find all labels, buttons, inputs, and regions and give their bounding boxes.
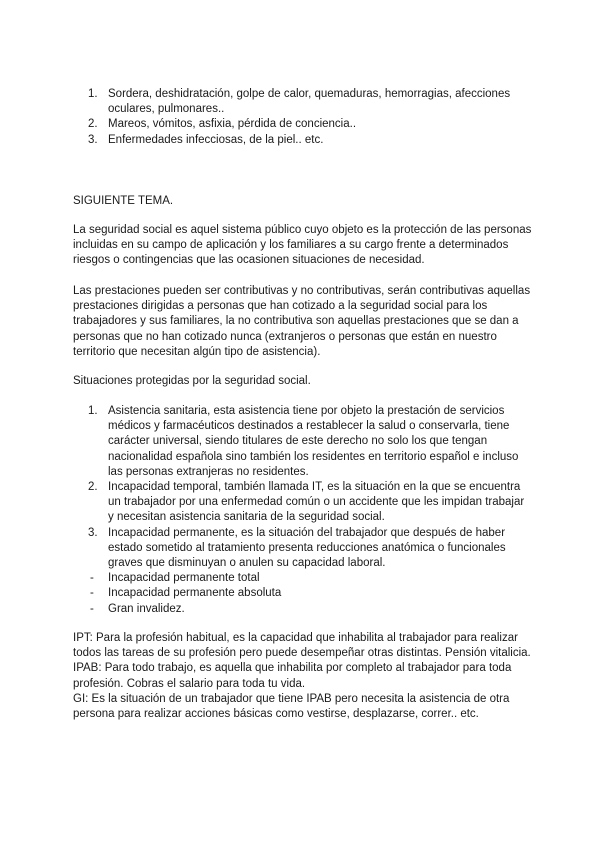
dash-item	[73, 571, 533, 586]
paragraph-prestaciones	[73, 284, 533, 360]
dash-mark: -	[90, 602, 94, 615]
list-item-text: Incapacidad permanente, es la situación del trabajador que después de haber estado sometido al tratamiento presenta reducciones anatómica o funcionales graves que disminuyan o anulen su capacidad laboral.	[108, 526, 506, 570]
list-item-text: Asistencia sanitaria, esta asistencia tiene por objeto la prestación de servicios médicos y farmacéuticos destinados a restablecer la salud o conservarla, tiene carácter universal, siendo titulares de este derecho no solo los que tengan nacionalidad española sino también los residentes en territorio español e incluso las personas extranjeras no residentes.	[108, 405, 519, 478]
list-number: 3.	[88, 133, 98, 146]
list-item	[73, 87, 533, 117]
dash-item-text: Gran invalidez.	[108, 602, 185, 615]
list-item	[73, 480, 533, 526]
paragraph-text: La seguridad social es aquel sistema público cuyo objeto es la protección de las personas incluidas en su campo de aplicación y los familiares a su cargo frente a determinados riesgos o contingencias que las ocasionen situaciones de necesidad.	[73, 224, 532, 267]
dash-item	[73, 602, 533, 617]
list-item-text: Enfermedades infecciosas, de la piel.. etc.	[108, 133, 324, 146]
definition-ipab: IPAB: Para todo trabajo, es aquella que inhabilita por completo al trabajador para toda profesión. Cobras el salario para toda tu vida.	[73, 662, 512, 690]
dash-item-text: Incapacidad permanente total	[108, 572, 260, 585]
section-heading: SIGUIENTE TEMA.	[73, 195, 174, 207]
paragraph-text: Las prestaciones pueden ser contributivas y no contributivas, serán contributivas aquellas prestaciones dirigidas a personas que han cotizado a la seguridad social para los trabajadores y sus familiares, la no contributiva son aquellas prestaciones que se dan a personas que no han cotizado nunca (extranjeros o personas que están en nuestro territorio que necesitan algún tipo de asistencia).	[73, 285, 531, 358]
definitions-block	[73, 631, 533, 722]
list-item-text: Incapacidad temporal, también llamada IT, es la situación en la que se encuentra un trabajador por una enfermedad común o un accidente que les impidan trabajar y necesitan asistencia sanitaria de la seguridad social.	[108, 481, 525, 524]
paragraph-situaciones	[73, 374, 533, 389]
definition-ipt: IPT: Para la profesión habitual, es la capacidad que inhabilita al trabajador para realizar todos las tareas de su profesión pero puede desempeñar otras distintas. Pensión vitalicia.	[73, 632, 531, 660]
dash-mark: -	[90, 572, 94, 585]
list-number: 3.	[88, 526, 98, 539]
list-situations	[73, 404, 533, 617]
definition-gi: GI: Es la situación de un trabajador que tiene IPAB pero necesita la asistencia de otra persona para realizar acciones básicas como vestirse, desplazarse, correr.. etc.	[73, 692, 510, 721]
paragraph-text: Situaciones protegidas por la seguridad social.	[73, 375, 311, 387]
list-effects	[73, 87, 533, 148]
list-item	[73, 117, 533, 132]
list-item-text: Mareos, vómitos, asfixia, pérdida de conciencia..	[108, 118, 357, 131]
list-item	[73, 133, 533, 148]
list-item	[73, 526, 533, 572]
list-number: 2.	[88, 118, 98, 131]
list-number: 1.	[88, 405, 98, 417]
dash-item	[73, 586, 533, 601]
list-number: 2.	[88, 481, 98, 494]
list-number: 1.	[88, 88, 98, 100]
paragraph-definition	[73, 223, 533, 269]
list-item	[73, 404, 533, 480]
dash-mark: -	[90, 587, 94, 600]
dash-item-text: Incapacidad permanente absoluta	[108, 587, 282, 600]
list-item-text: Sordera, deshidratación, golpe de calor, quemaduras, hemorragias, afecciones oculares, pulmonares..	[108, 88, 511, 116]
